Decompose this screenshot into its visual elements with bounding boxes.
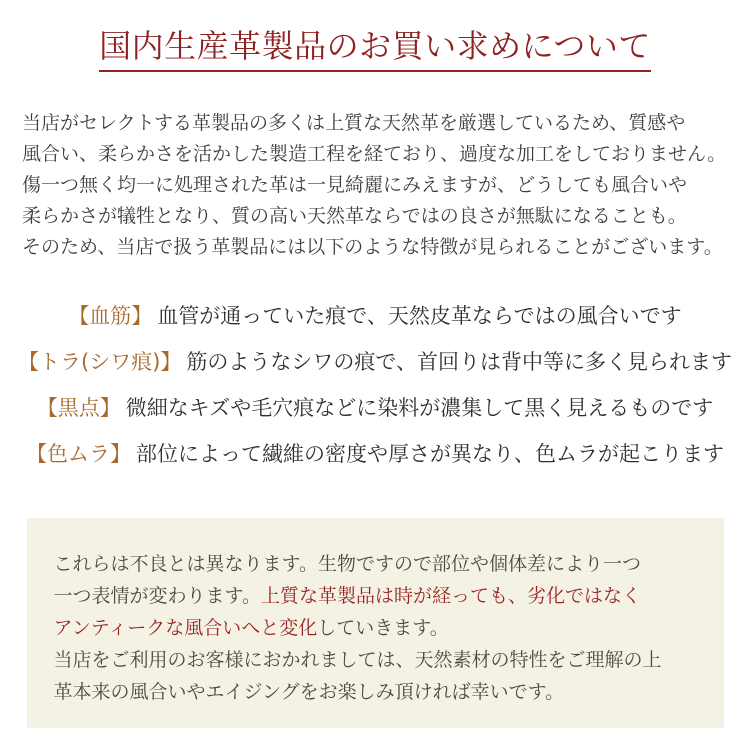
note-text-emphasis: 上質な革製品は時が経っても、劣化ではなく (260, 584, 641, 607)
feature-desc: 微細なキズや毛穴痕などに染料が濃集して黒く見えるものです (125, 395, 714, 420)
note-line (54, 548, 698, 580)
page-title: 国内生産革製品のお買い求めについて (99, 28, 651, 72)
intro-line: そのため、当店で扱う革製品には以下のような特徴が見られることがございます。 (22, 235, 723, 258)
title-section (0, 28, 750, 72)
note-text: 革本来の風合いやエイジングをお楽しみ頂ければ幸いです。 (53, 680, 565, 703)
feature-list (0, 293, 750, 477)
feature-term: 【色ムラ】 (26, 441, 131, 466)
feature-term: 【トラ(シワ痕)】 (18, 349, 182, 374)
note-text: していきます。 (317, 616, 449, 639)
feature-item-tora (0, 339, 750, 385)
feature-term: 【黒点】 (36, 395, 121, 420)
intro-line: 柔らかさが犠牲となり、質の高い天然革ならではの良さが無駄になることも。 (22, 204, 687, 227)
note-line (54, 580, 698, 612)
feature-desc: 筋のようなシワの痕で、首回りは背中等に多く見られます (186, 349, 732, 374)
intro-line: 傷一つ無く均一に処理された革は一見綺麗にみえますが、どうしても風合いや (22, 173, 688, 196)
feature-item-chisuji (0, 293, 750, 339)
feature-item-iromura (0, 431, 750, 477)
feature-term: 【血筋】 (68, 303, 153, 328)
intro-line: 風合い、柔らかさを活かした製造工程を経ており、過度な加工をしておりません。 (22, 142, 727, 165)
note-line (54, 644, 698, 676)
note-text: 一つ表情が変わります。 (53, 584, 261, 607)
note-text: 当店をご利用のお客様におかれましては、天然素材の特性をご理解の上 (53, 648, 662, 671)
note-line (54, 676, 698, 708)
note-text: これらは不良とは異なります。生物ですので部位や個体差により一つ (53, 552, 641, 575)
feature-item-kokuten (0, 385, 750, 431)
feature-desc: 血管が通っていた痕で、天然皮革ならではの風合いです (157, 303, 682, 328)
note-box (27, 518, 724, 728)
intro-line: 当店がセレクトする革製品の多くは上質な天然革を厳選しているため、質感や (22, 111, 686, 134)
note-line (54, 612, 698, 644)
feature-desc: 部位によって繊維の密度や厚さが異なり、色ムラが起こります (136, 441, 724, 466)
intro-paragraph (0, 108, 750, 263)
note-text-emphasis: アンティークな風合いへと変化 (53, 616, 318, 639)
